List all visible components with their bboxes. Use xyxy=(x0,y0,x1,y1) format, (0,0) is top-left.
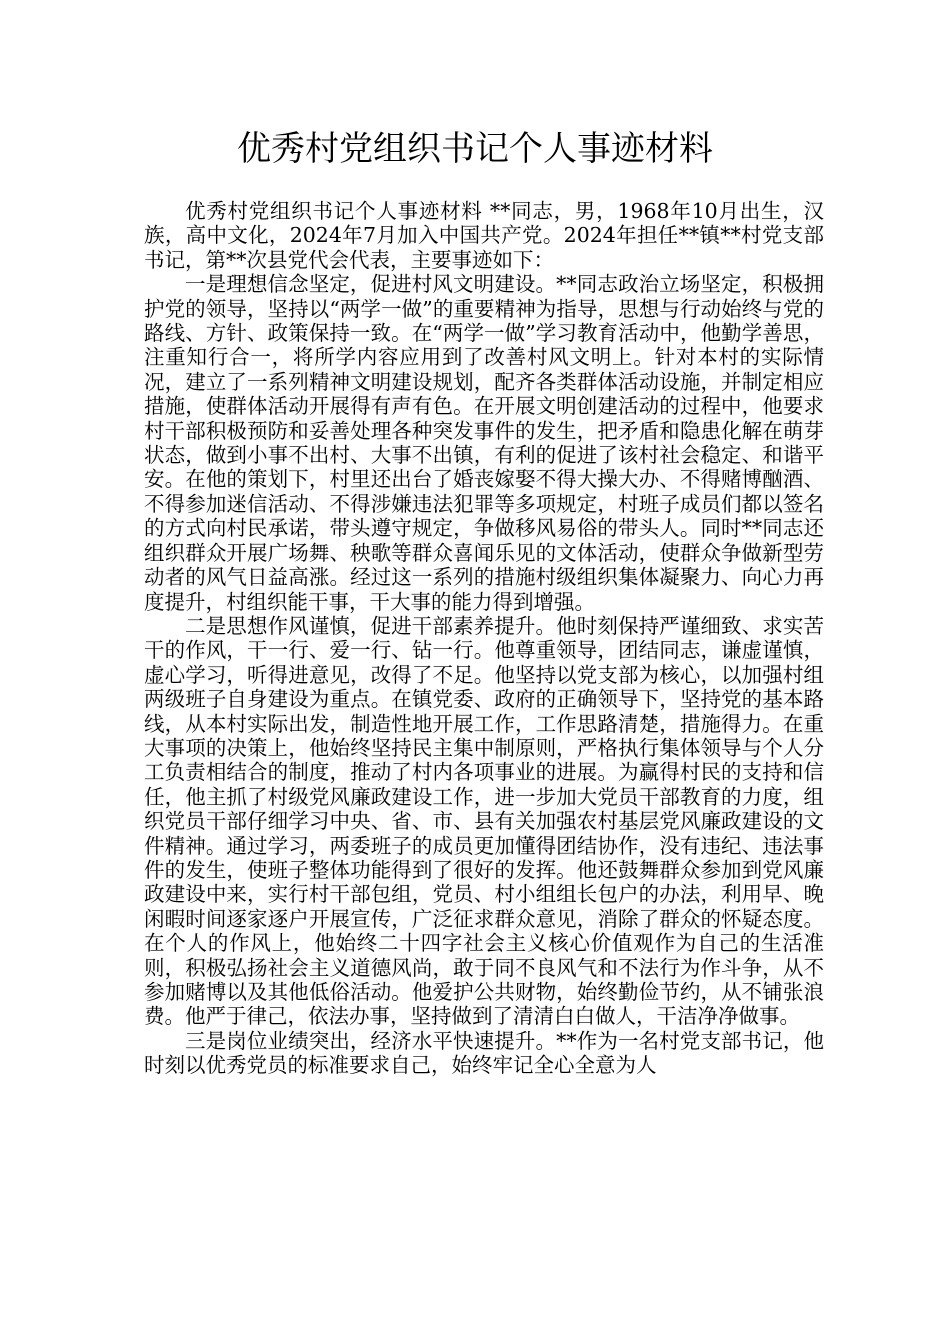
paragraph-section-one: 一是理想信念坚定，促进村风文明建设。**同志政治立场坚定，积极拥护党的领导，坚持以“两学一做”的重要精神为指导，思想与行动始终与党的路线、方针、政策保持一致。在“两学一做”学习教育活动中，他勤学善思，注重知行合一，将所学内容应用到了改善村风文明上。针对本村的实际情况，建立了一系列精神文明建设规划，配齐各类群体活动设施，并制定相应措施，使群体活动开展得有声有色。在开展文明创建活动的过程中，他要求村干部积极预防和妥善处理各种突发事件的发生，把矛盾和隐患化解在萌芽状态，做到小事不出村、大事不出镇，有利的促进了该村社会稳定、和谐平安。在他的策划下，村里还出台了婚丧嫁娶不得大操大办、不得赌博酗酒、不得参加迷信活动、不得涉嫌违法犯罪等多项规定，村班子成员们都以签名的方式向村民承诺，带头遵守规定，争做移风易俗的带头人。同时**同志还组织群众开展广场舞、秧歌等群众喜闻乐见的文体活动，使群众争做新型劳动者的风气日益高涨。经过这一系列的措施村级组织集体凝聚力、向心力再度提升，村组织能干事，干大事的能力得到增强。 xyxy=(144,272,824,614)
paragraph-intro: 优秀村党组织书记个人事迹材料 **同志，男，1968年10月出生，汉族，高中文化，2024年7月加入中国共产党。2024年担任**镇**村党支部书记，第**次县党代会代表，主要事迹如下： xyxy=(144,199,824,272)
paragraph-section-three: 三是岗位业绩突出，经济水平快速提升。**作为一名村党支部书记，他时刻以优秀党员的标准要求自己，始终牢记全心全意为人 xyxy=(144,1028,824,1078)
document-title: 优秀村党组织书记个人事迹材料 xyxy=(237,129,713,169)
paragraph-section-two: 二是思想作风谨慎，促进干部素养提升。他时刻保持严谨细致、求实苦干的作风，干一行、爱一行、钻一行。他尊重领导，团结同志，谦虚谨慎，虚心学习，听得进意见，改得了不足。他坚持以党支部为核心，以加强村组两级班子自身建设为重点。在镇党委、政府的正确领导下，坚持党的基本路线，从本村实际出发，制造性地开展工作，工作思路清楚，措施得力。在重大事项的决策上，他始终坚持民主集中制原则，严格执行集体领导与个人分工负责相结合的制度，推动了村内各项事业的进展。为赢得村民的支持和信任，他主抓了村级党风廉政建设工作，进一步加大党员干部教育的力度，组织党员干部仔细学习中央、省、市、县有关加强农村基层党风廉政建设的文件精神。通过学习，两委班子的成员更加懂得团结协作，没有违纪、违法事件的发生，使班子整体功能得到了很好的发挥。他还鼓舞群众参加到党风廉政建设中来，实行村干部包组，党员、村小组组长包户的办法，利用早、晚闲暇时间逐家逐户开展宣传，广泛征求群众意见，消除了群众的怀疑态度。在个人的作风上，他始终二十四字社会主义核心价值观作为自己的生活准则，积极弘扬社会主义道德风尚，敢于同不良风气和不法行为作斗争，从不参加赌博以及其他低俗活动。他爱护公共财物，始终勤俭节约，从不铺张浪费。他严于律己，依法办事，坚持做到了清清白白做人，干洁净净做事。 xyxy=(144,613,824,1029)
document-body xyxy=(144,199,824,1078)
